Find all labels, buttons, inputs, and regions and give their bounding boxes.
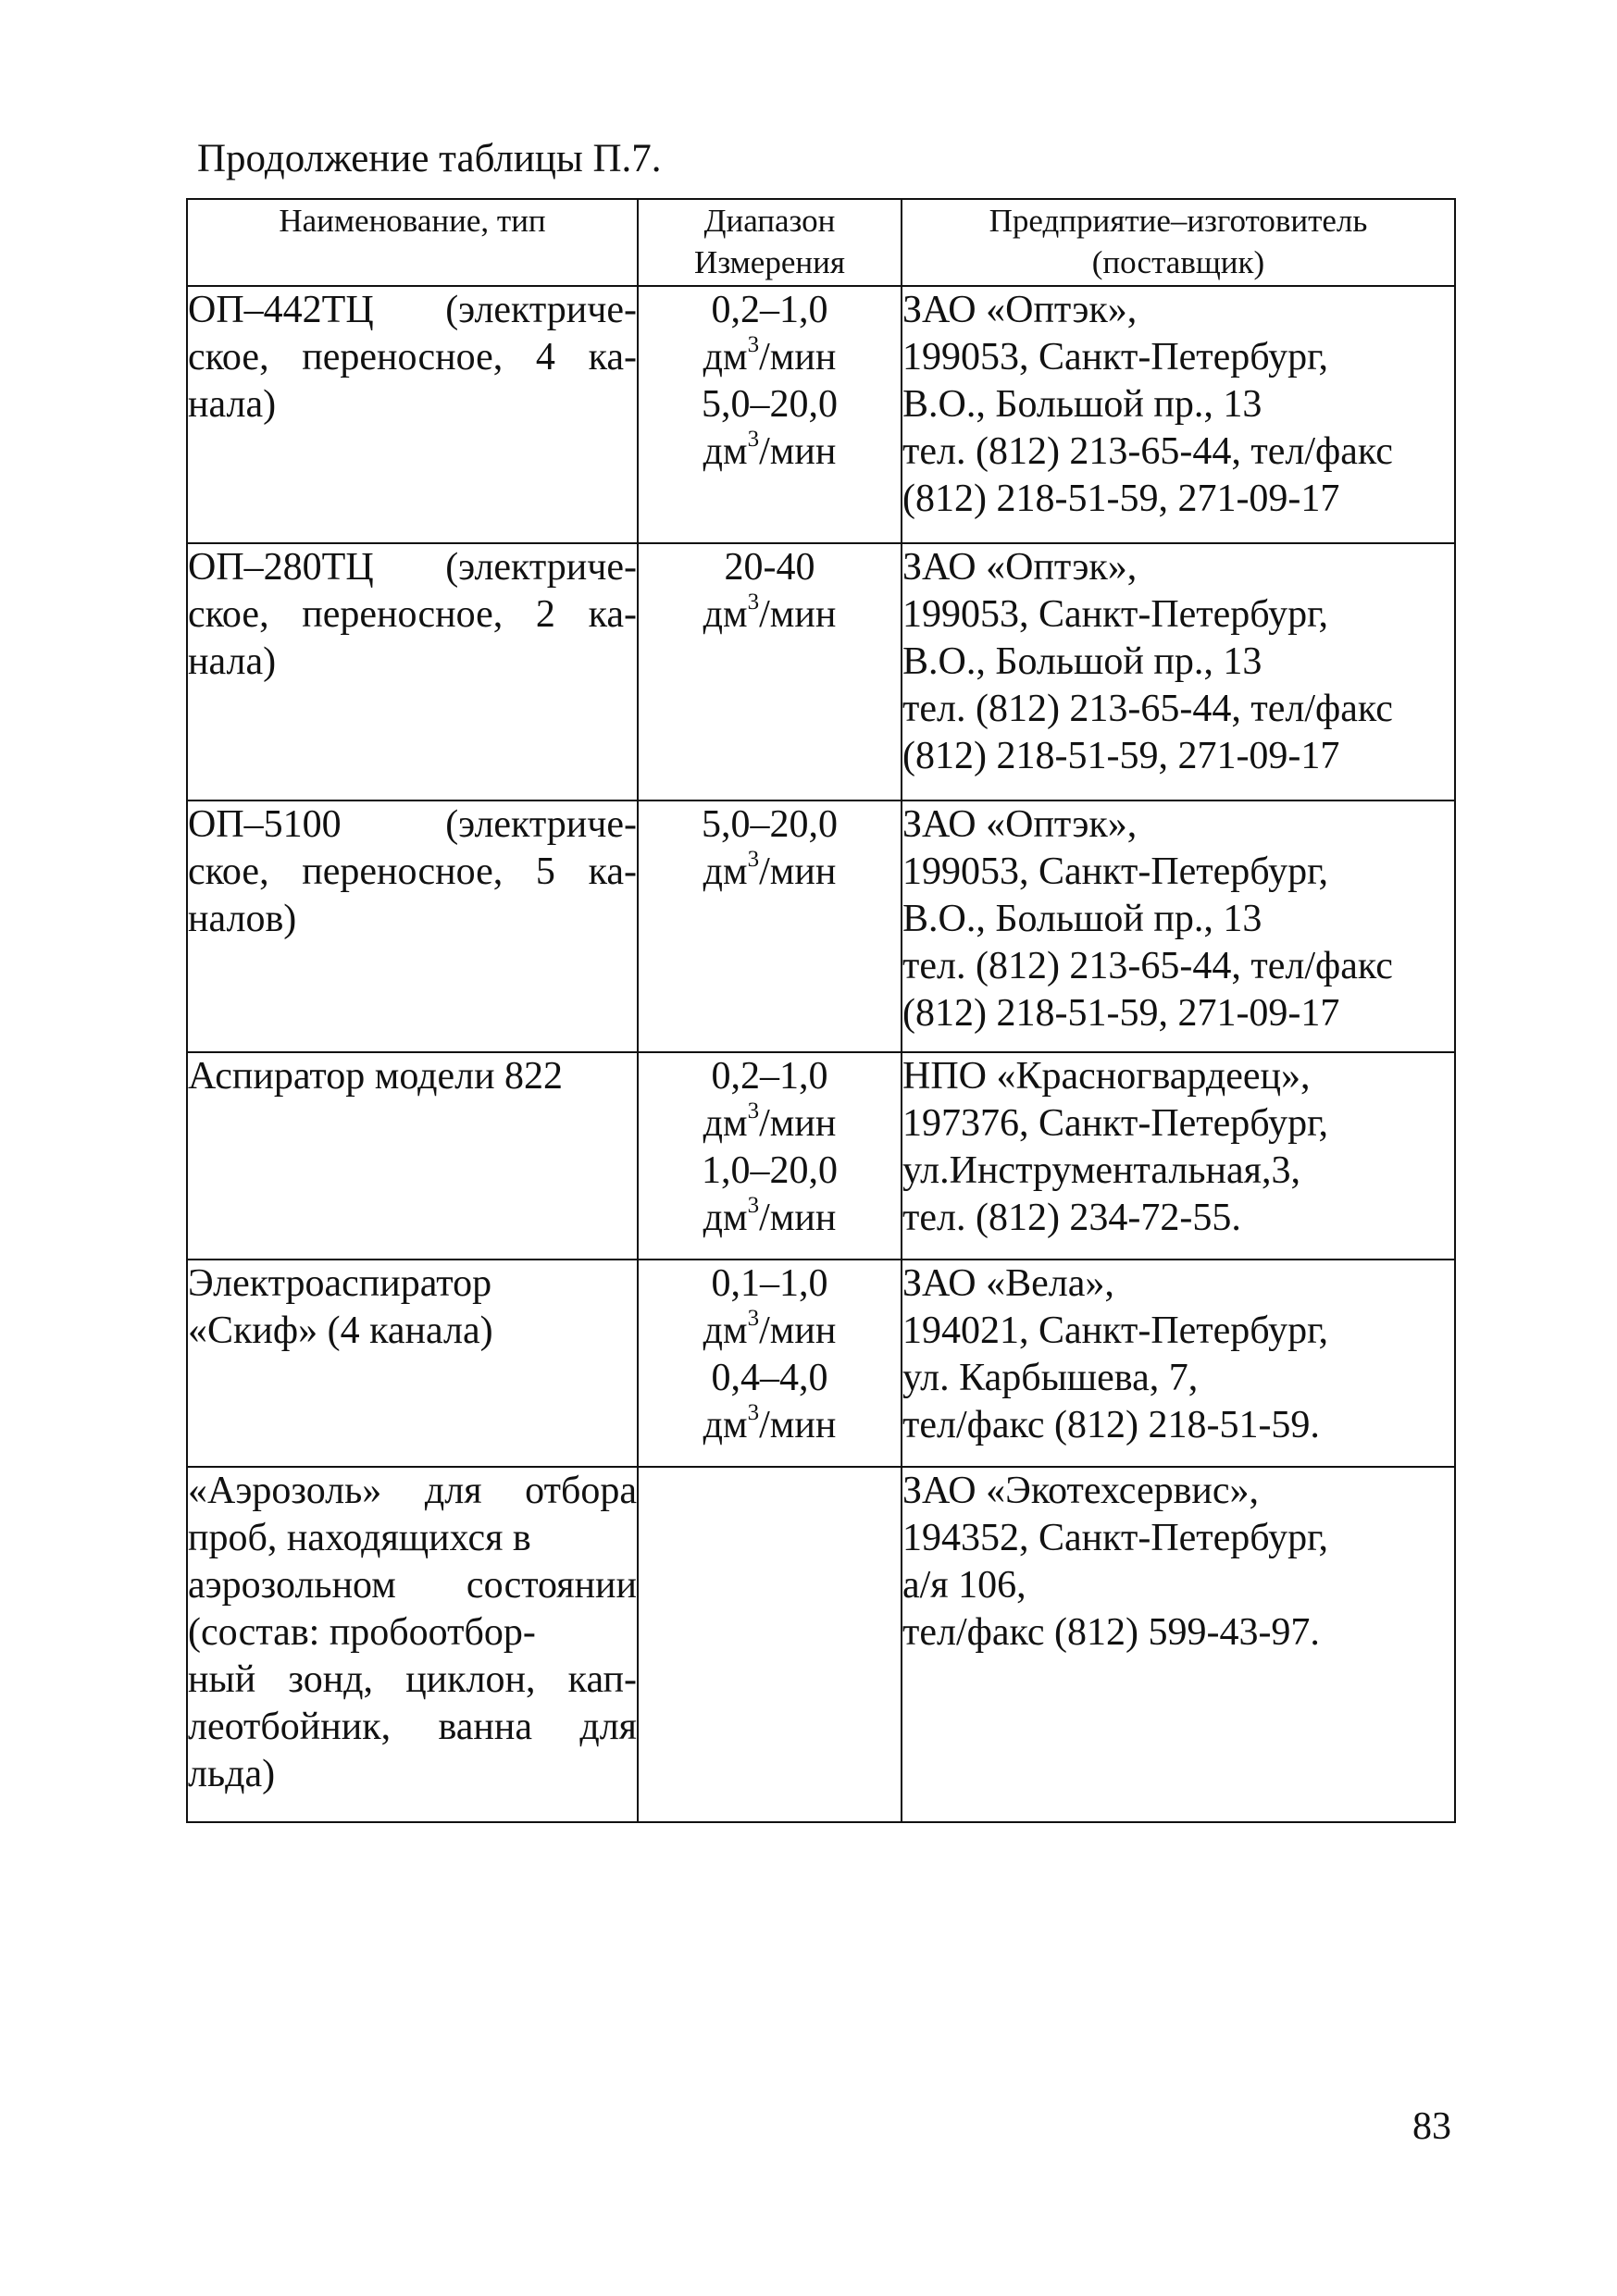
cell-maker: ЗАО «Оптэк», 199053, Санкт-Петербург, В.О., Большой пр., 13 тел. (812) 213-65-44, тел/факс (812) 218-51-59, 271-09-17 [902, 800, 1455, 1052]
page-number: 83 [1412, 2105, 1451, 2148]
cell-range [638, 1467, 902, 1822]
cell-name: Электроаспиратор «Скиф» (4 канала) [187, 1260, 638, 1467]
table-caption: Продолжение таблицы П.7. [197, 137, 662, 180]
instrument-table [186, 198, 1456, 1823]
cell-maker: ЗАО «Оптэк», 199053, Санкт-Петербург, В.О., Большой пр., 13 тел. (812) 213-65-44, тел/факс (812) 218-51-59, 271-09-17 [902, 286, 1455, 543]
table-header-row [187, 199, 1455, 286]
cell-name: «Аэрозоль» для отбора проб, находящихся в аэрозольном состоянии (состав: пробоотбор- ный зонд, циклон, кап- леотбойник, ванна для льда) [187, 1467, 638, 1822]
cell-range: 0,2–1,0 $дм^3$/мин 1,0–20,0 $дм^3$/мин [638, 1052, 902, 1260]
table-row [187, 286, 1455, 543]
cell-range: 5,0–20,0 $дм^3$/мин [638, 800, 902, 1052]
cell-maker: НПО «Красногвардеец», 197376, Санкт-Петербург, ул.Инструментальная,3, тел. (812) 234-72-55. [902, 1052, 1455, 1260]
table-row [187, 1467, 1455, 1822]
header-name: Наименование, тип [187, 199, 638, 286]
cell-range: 20-40 $дм^3$/мин [638, 543, 902, 800]
cell-maker: ЗАО «Экотехсервис», 194352, Санкт-Петербург, а/я 106, тел/факс (812) 599-43-97. [902, 1467, 1455, 1822]
table-row [187, 543, 1455, 800]
header-maker: Предприятие–изготовитель (поставщик) [902, 199, 1455, 286]
cell-name: ОП–280ТЦ (электриче- ское, переносное, 2 ка- нала) [187, 543, 638, 800]
cell-maker: ЗАО «Оптэк», 199053, Санкт-Петербург, В.О., Большой пр., 13 тел. (812) 213-65-44, тел/факс (812) 218-51-59, 271-09-17 [902, 543, 1455, 800]
table-row [187, 1052, 1455, 1260]
cell-range: 0,1–1,0 $дм^3$/мин 0,4–4,0 $дм^3$/мин [638, 1260, 902, 1467]
table-row [187, 1260, 1455, 1467]
cell-range: 0,2–1,0 $дм^3$/мин 5,0–20,0 $дм^3$/мин [638, 286, 902, 543]
cell-name: ОП–5100 (электриче- ское, переносное, 5 ка- налов) [187, 800, 638, 1052]
header-range: Диапазон Измерения [638, 199, 902, 286]
cell-maker: ЗАО «Вела», 194021, Санкт-Петербург, ул. Карбышева, 7, тел/факс (812) 218-51-59. [902, 1260, 1455, 1467]
table-row [187, 800, 1455, 1052]
cell-name: ОП–442ТЦ (электриче- ское, переносное, 4 ка- нала) [187, 286, 638, 543]
cell-name: Аспиратор модели 822 [187, 1052, 638, 1260]
